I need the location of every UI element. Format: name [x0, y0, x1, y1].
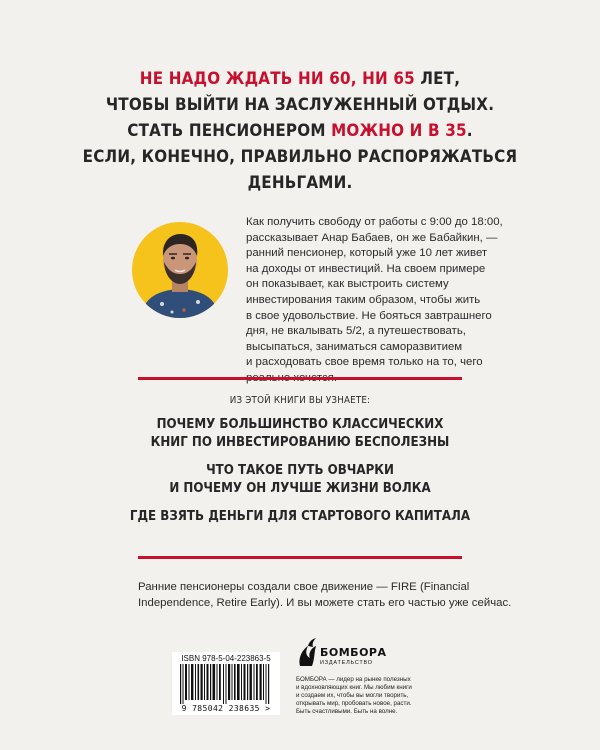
- bio-line: высыпаться, заниматься саморазвитием: [246, 340, 463, 353]
- author-bio: [246, 215, 516, 387]
- publisher-name: БОМБОРА: [320, 646, 387, 659]
- headline-line-4: ЕСЛИ, КОНЕЧНО, ПРАВИЛЬНО РАСПОРЯЖАТЬСЯ: [82, 147, 518, 166]
- blurb-line: открывать мир, пробовать новое, расти.: [296, 700, 412, 707]
- bio-line: рассказывает Анар Бабаев, он же Бабайкин, —: [246, 231, 498, 244]
- learn-point: [84, 416, 516, 452]
- headline: [79, 66, 521, 196]
- bio-line: ранний пенсионер, который уже 10 лет живет: [246, 247, 488, 260]
- headline-line-3: [79, 118, 521, 144]
- publisher-blurb: [296, 676, 486, 716]
- bio-line: и расходовать свое время только на то, чего: [246, 356, 483, 369]
- publisher-logo: [296, 636, 416, 672]
- headline-red-1: НЕ НАДО ЖДАТЬ НИ 60, НИ 65: [139, 69, 415, 88]
- footer-text: [138, 580, 512, 611]
- bio-line: Как получить свободу от работы с 9:00 до 18:00,: [246, 216, 503, 228]
- red-divider-bottom: [138, 556, 462, 559]
- publisher-sub: ИЗДАТЕЛЬСТВО: [320, 660, 373, 666]
- learn-point-line: ПОЧЕМУ БОЛЬШИНСТВО КЛАССИЧЕСКИХ: [156, 417, 444, 432]
- headline-line-1-rest: ЛЕТ,: [414, 69, 461, 88]
- footer-line: Ранние пенсионеры создали свое движение — FIRE (Financial: [138, 581, 470, 593]
- isbn-number: ISBN 978-5-04-223863-5: [181, 654, 271, 663]
- author-photo: [132, 222, 228, 318]
- bio-line: инвестирования таким образом, чтобы жить: [246, 293, 481, 306]
- barcode-bars: [176, 664, 276, 704]
- headline-red-2: МОЖНО И В 35: [331, 121, 467, 140]
- bombora-wave-icon: [296, 636, 318, 670]
- learn-point: [84, 508, 516, 526]
- blurb-line: и создаем их, чтобы вы могли творить,: [296, 692, 409, 699]
- blurb-line: и вдохновляющих книг. Мы любим книги: [296, 684, 412, 691]
- headline-line-5: ДЕНЬГАМИ.: [247, 173, 353, 192]
- bio-line: на доходы от инвестиций. На своем примере: [246, 262, 486, 275]
- learn-point-line: ЧТО ТАКОЕ ПУТЬ ОВЧАРКИ: [206, 463, 394, 478]
- headline-line-3-start: СТАТЬ ПЕНСИОНЕРОМ: [127, 121, 332, 140]
- learn-points: [84, 416, 516, 536]
- headline-line-2: ЧТОБЫ ВЫЙТИ НА ЗАСЛУЖЕННЫЙ ОТДЫХ.: [105, 95, 495, 114]
- learn-section-title: ИЗ ЭТОЙ КНИГИ ВЫ УЗНАЕТЕ:: [229, 395, 371, 406]
- blurb-line: БОМБОРА — лидер на рынке полезных: [296, 676, 411, 683]
- bio-line: дня, не вкалывать 5/2, а путешествовать,: [246, 325, 466, 338]
- headline-line-1: [79, 66, 521, 92]
- learn-point-line: И ПОЧЕМУ ОН ЛУЧШЕ ЖИЗНИ ВОЛКА: [169, 481, 431, 496]
- learn-point-line: ГДЕ ВЗЯТЬ ДЕНЬГИ ДЛЯ СТАРТОВОГО КАПИТАЛА: [129, 509, 471, 524]
- isbn-barcode: [172, 652, 280, 715]
- learn-point: [84, 462, 516, 498]
- footer-line: Independence, Retire Early). И вы можете стать его частью уже сейчас.: [138, 596, 512, 609]
- bio-line: в свое удовольствие. Не бояться завтрашнего: [246, 309, 492, 322]
- barcode-digits: 9 785042 238635 >: [181, 704, 271, 713]
- learn-point-line: КНИГ ПО ИНВЕСТИРОВАНИЮ БЕСПОЛЕЗНЫ: [150, 435, 450, 450]
- red-divider-top: [138, 377, 462, 380]
- blurb-line: Быть счастливыми. Быть на волне.: [296, 708, 398, 715]
- bio-line: он показывает, как выстроить систему: [246, 278, 449, 291]
- headline-line-3-end: .: [466, 121, 473, 140]
